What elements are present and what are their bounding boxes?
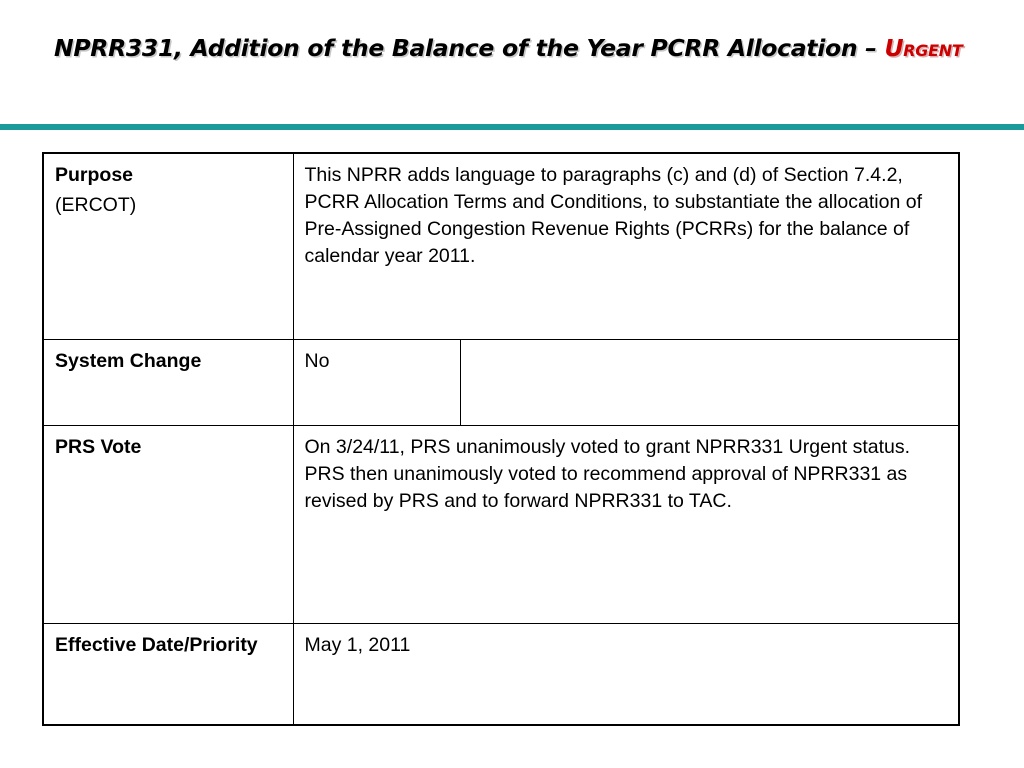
system-change-label: System Change [43, 339, 293, 425]
purpose-label-cell [43, 153, 293, 339]
system-change-value: No [293, 339, 460, 425]
prs-vote-value: On 3/24/11, PRS unanimously voted to grant NPRR331 Urgent status. PRS then unanimously voted to recommend approval of NPRR331 as revised by PRS and to forward NPRR331 to TAC. [293, 425, 959, 623]
slide-title [54, 32, 984, 65]
prs-vote-label: PRS Vote [43, 425, 293, 623]
system-change-extra [460, 339, 959, 425]
effective-date-label: Effective Date/Priority [43, 623, 293, 725]
nprr-summary-table [42, 152, 960, 726]
purpose-sublabel: (ERCOT) [55, 194, 137, 216]
title-main-text: NPRR331, Addition of the Balance of the Year PCRR Allocation – [54, 34, 885, 62]
title-urgent-text: Urgent [884, 34, 963, 62]
title-divider [0, 124, 1024, 130]
table-row-prs-vote [43, 425, 959, 623]
table-row-effective-date [43, 623, 959, 725]
purpose-value: This NPRR adds language to paragraphs (c) and (d) of Section 7.4.2, PCRR Allocation Terms and Conditions, to substantiate the allocation of Pre-Assigned Congestion Revenue Rights (PCRRs) for the balance of calendar year 2011. [293, 153, 959, 339]
table-row-system-change [43, 339, 959, 425]
table-row-purpose [43, 153, 959, 339]
purpose-label: Purpose [55, 164, 134, 186]
effective-date-value: May 1, 2011 [293, 623, 959, 725]
